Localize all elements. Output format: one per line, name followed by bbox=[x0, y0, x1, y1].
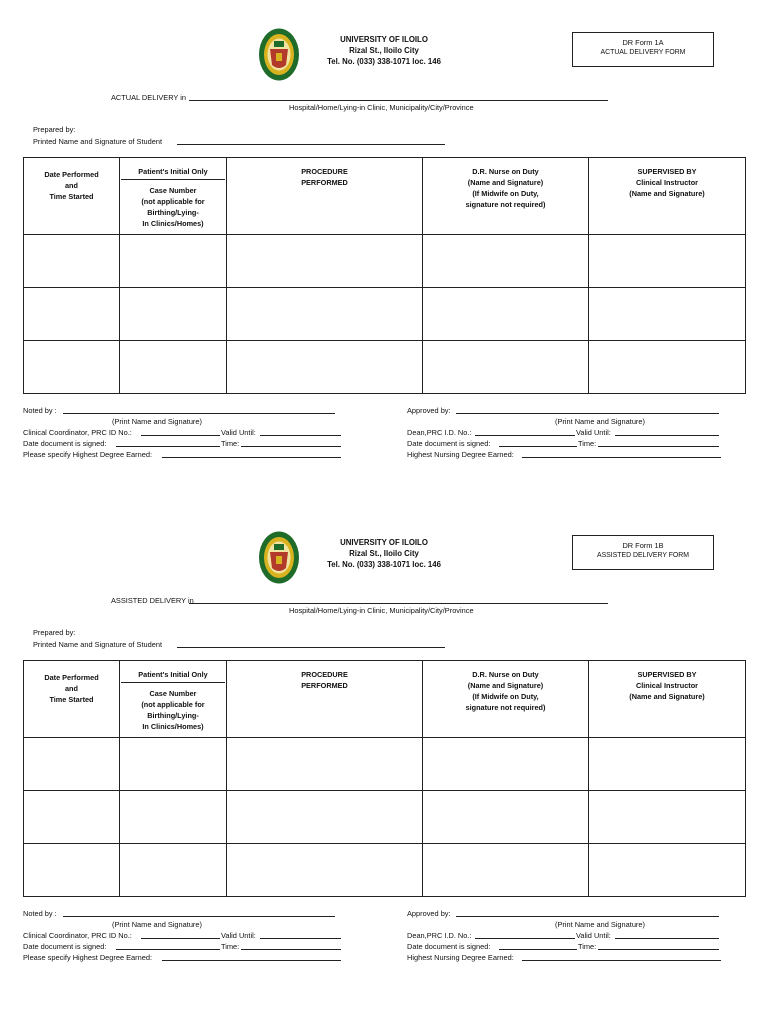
procedure-cell[interactable] bbox=[227, 235, 423, 288]
initials-cell[interactable] bbox=[120, 235, 227, 288]
date-signed-field[interactable] bbox=[116, 949, 220, 950]
highest-degree-label: Please specify Highest Degree Earned: bbox=[23, 953, 152, 962]
supervisor-cell[interactable] bbox=[589, 235, 746, 288]
initials-cell[interactable] bbox=[120, 288, 227, 341]
table-row bbox=[24, 844, 746, 897]
student-name-field[interactable] bbox=[177, 647, 445, 648]
header-procedure: PROCEDURE PERFORMED bbox=[227, 661, 423, 738]
coordinator-label: Clinical Coordinator, PRC ID No.: bbox=[23, 428, 132, 437]
nurse-cell[interactable] bbox=[423, 844, 589, 897]
date-signed-field[interactable] bbox=[116, 446, 220, 447]
header-initials: Patient's Initial Only Case Number (not applicable for Birthing/Lying- In Clinics/Homes) bbox=[120, 661, 227, 738]
time-field[interactable] bbox=[241, 446, 341, 447]
nurse-cell[interactable] bbox=[423, 235, 589, 288]
nurse-cell[interactable] bbox=[423, 341, 589, 394]
approved-by-label: Approved by: bbox=[407, 406, 451, 415]
table-header-row bbox=[24, 158, 746, 235]
print-name-hint: (Print Name and Signature) bbox=[112, 920, 202, 929]
university-seal-icon bbox=[258, 530, 300, 585]
location-hint: Hospital/Home/Lying-in Clinic, Municipality/City/Province bbox=[289, 606, 474, 615]
noted-by-label: Noted by : bbox=[23, 406, 57, 415]
highest-degree-label: Please specify Highest Degree Earned: bbox=[23, 450, 152, 459]
nurse-cell[interactable] bbox=[423, 791, 589, 844]
form-type: ACTUAL DELIVERY FORM bbox=[600, 49, 686, 56]
header-nurse: D.R. Nurse on Duty (Name and Signature) (If Midwife on Duty, signature not required) bbox=[423, 661, 589, 738]
header-date: Date Performed and Time Started bbox=[24, 158, 120, 235]
header-procedure: PROCEDURE PERFORMED bbox=[227, 158, 423, 235]
actual-delivery-form bbox=[0, 0, 768, 480]
noted-by-field[interactable] bbox=[63, 916, 335, 917]
university-name: UNIVERSITY OF ILOILO bbox=[340, 35, 428, 44]
supervisor-cell[interactable] bbox=[589, 791, 746, 844]
time-right-field[interactable] bbox=[598, 446, 719, 447]
form-type: ASSISTED DELIVERY FORM bbox=[596, 552, 690, 559]
noted-by-field[interactable] bbox=[63, 413, 335, 414]
header-supervised: SUPERVISED BY Clinical Instructor (Name and Signature) bbox=[589, 158, 746, 235]
header-nurse: D.R. Nurse on Duty (Name and Signature) (If Midwife on Duty, signature not required) bbox=[423, 158, 589, 235]
supervisor-cell[interactable] bbox=[589, 341, 746, 394]
supervisor-cell[interactable] bbox=[589, 738, 746, 791]
form-code-box bbox=[572, 535, 714, 570]
highest-degree-field[interactable] bbox=[162, 457, 341, 458]
valid-until-right-field[interactable] bbox=[615, 435, 719, 436]
procedure-cell[interactable] bbox=[227, 288, 423, 341]
university-name: UNIVERSITY OF ILOILO bbox=[340, 538, 428, 547]
student-name-label: Printed Name and Signature of Student bbox=[33, 640, 163, 649]
nurse-cell[interactable] bbox=[423, 288, 589, 341]
approved-by-label: Approved by: bbox=[407, 909, 451, 918]
coordinator-prc-field[interactable] bbox=[141, 938, 220, 939]
procedure-cell[interactable] bbox=[227, 791, 423, 844]
nursing-degree-field[interactable] bbox=[522, 457, 721, 458]
coordinator-label: Clinical Coordinator, PRC ID No.: bbox=[23, 931, 132, 940]
approved-by-field[interactable] bbox=[456, 916, 719, 917]
university-header bbox=[300, 537, 468, 570]
header-initials: Patient's Initial Only Case Number (not applicable for Birthing/Lying- In Clinics/Homes) bbox=[120, 158, 227, 235]
valid-until-label: Valid Until: bbox=[221, 428, 256, 437]
university-address: Rizal St., Iloilo City bbox=[349, 46, 419, 55]
highest-degree-field[interactable] bbox=[162, 960, 341, 961]
table-header-row bbox=[24, 661, 746, 738]
form-code: DR Form 1B bbox=[622, 541, 664, 550]
university-tel: Tel. No. (033) 338-1071 loc. 146 bbox=[327, 560, 441, 569]
date-cell[interactable] bbox=[24, 341, 120, 394]
date-signed-label: Date document is signed: bbox=[23, 439, 107, 448]
approved-print-hint: (Print Name and Signature) bbox=[555, 417, 645, 426]
approved-print-hint: (Print Name and Signature) bbox=[555, 920, 645, 929]
dean-label: Dean,PRC I.D. No.: bbox=[407, 428, 472, 437]
date-cell[interactable] bbox=[24, 288, 120, 341]
form-code: DR Form 1A bbox=[622, 38, 664, 47]
valid-until-right-field[interactable] bbox=[615, 938, 719, 939]
table-row bbox=[24, 235, 746, 288]
table-row bbox=[24, 341, 746, 394]
date-signed-right-label: Date document is signed: bbox=[407, 942, 491, 951]
coordinator-prc-field[interactable] bbox=[141, 435, 220, 436]
supervisor-cell[interactable] bbox=[589, 288, 746, 341]
procedure-cell[interactable] bbox=[227, 844, 423, 897]
delivery-table bbox=[23, 660, 746, 897]
date-signed-label: Date document is signed: bbox=[23, 942, 107, 951]
date-signed-right-field[interactable] bbox=[499, 949, 577, 950]
dean-prc-field[interactable] bbox=[475, 435, 575, 436]
time-label: Time: bbox=[221, 439, 240, 448]
noted-by-label: Noted by : bbox=[23, 909, 57, 918]
delivery-label: ASSISTED DELIVERY in bbox=[111, 596, 194, 605]
approved-by-field[interactable] bbox=[456, 413, 719, 414]
table-row bbox=[24, 791, 746, 844]
delivery-location-field[interactable] bbox=[189, 100, 608, 101]
valid-until-label: Valid Until: bbox=[221, 931, 256, 940]
university-header bbox=[300, 34, 468, 67]
initials-cell[interactable] bbox=[120, 791, 227, 844]
dean-label: Dean,PRC I.D. No.: bbox=[407, 931, 472, 940]
time-right-field[interactable] bbox=[598, 949, 719, 950]
procedure-cell[interactable] bbox=[227, 738, 423, 791]
supervisor-cell[interactable] bbox=[589, 844, 746, 897]
valid-until-field[interactable] bbox=[260, 938, 341, 939]
location-hint: Hospital/Home/Lying-in Clinic, Municipality/City/Province bbox=[289, 103, 474, 112]
university-address: Rizal St., Iloilo City bbox=[349, 549, 419, 558]
initials-cell[interactable] bbox=[120, 738, 227, 791]
assisted-delivery-form bbox=[0, 503, 768, 983]
nursing-degree-field[interactable] bbox=[522, 960, 721, 961]
prepared-by-label: Prepared by: bbox=[33, 628, 76, 637]
procedure-cell[interactable] bbox=[227, 341, 423, 394]
print-name-hint: (Print Name and Signature) bbox=[112, 417, 202, 426]
header-date: Date Performed and Time Started bbox=[24, 661, 120, 738]
header-supervised: SUPERVISED BY Clinical Instructor (Name and Signature) bbox=[589, 661, 746, 738]
table-row bbox=[24, 288, 746, 341]
prepared-by-label: Prepared by: bbox=[33, 125, 76, 134]
initials-cell[interactable] bbox=[120, 844, 227, 897]
time-right-label: Time: bbox=[578, 439, 597, 448]
university-tel: Tel. No. (033) 338-1071 loc. 146 bbox=[327, 57, 441, 66]
date-cell[interactable] bbox=[24, 791, 120, 844]
student-name-label: Printed Name and Signature of Student bbox=[33, 137, 163, 146]
date-signed-right-label: Date document is signed: bbox=[407, 439, 491, 448]
delivery-label: ACTUAL DELIVERY in bbox=[111, 93, 187, 102]
date-cell[interactable] bbox=[24, 235, 120, 288]
nursing-degree-label: Highest Nursing Degree Earned: bbox=[407, 953, 514, 962]
delivery-location-field[interactable] bbox=[189, 603, 608, 604]
student-name-field[interactable] bbox=[177, 144, 445, 145]
table-row bbox=[24, 738, 746, 791]
dean-prc-field[interactable] bbox=[475, 938, 575, 939]
initials-cell[interactable] bbox=[120, 341, 227, 394]
date-cell[interactable] bbox=[24, 844, 120, 897]
time-right-label: Time: bbox=[578, 942, 597, 951]
nurse-cell[interactable] bbox=[423, 738, 589, 791]
valid-until-right-label: Valid Until: bbox=[576, 931, 611, 940]
university-seal-icon bbox=[258, 27, 300, 82]
delivery-table bbox=[23, 157, 746, 394]
nursing-degree-label: Highest Nursing Degree Earned: bbox=[407, 450, 514, 459]
date-cell[interactable] bbox=[24, 738, 120, 791]
time-field[interactable] bbox=[241, 949, 341, 950]
date-signed-right-field[interactable] bbox=[499, 446, 577, 447]
valid-until-field[interactable] bbox=[260, 435, 341, 436]
time-label: Time: bbox=[221, 942, 240, 951]
form-code-box bbox=[572, 32, 714, 67]
valid-until-right-label: Valid Until: bbox=[576, 428, 611, 437]
